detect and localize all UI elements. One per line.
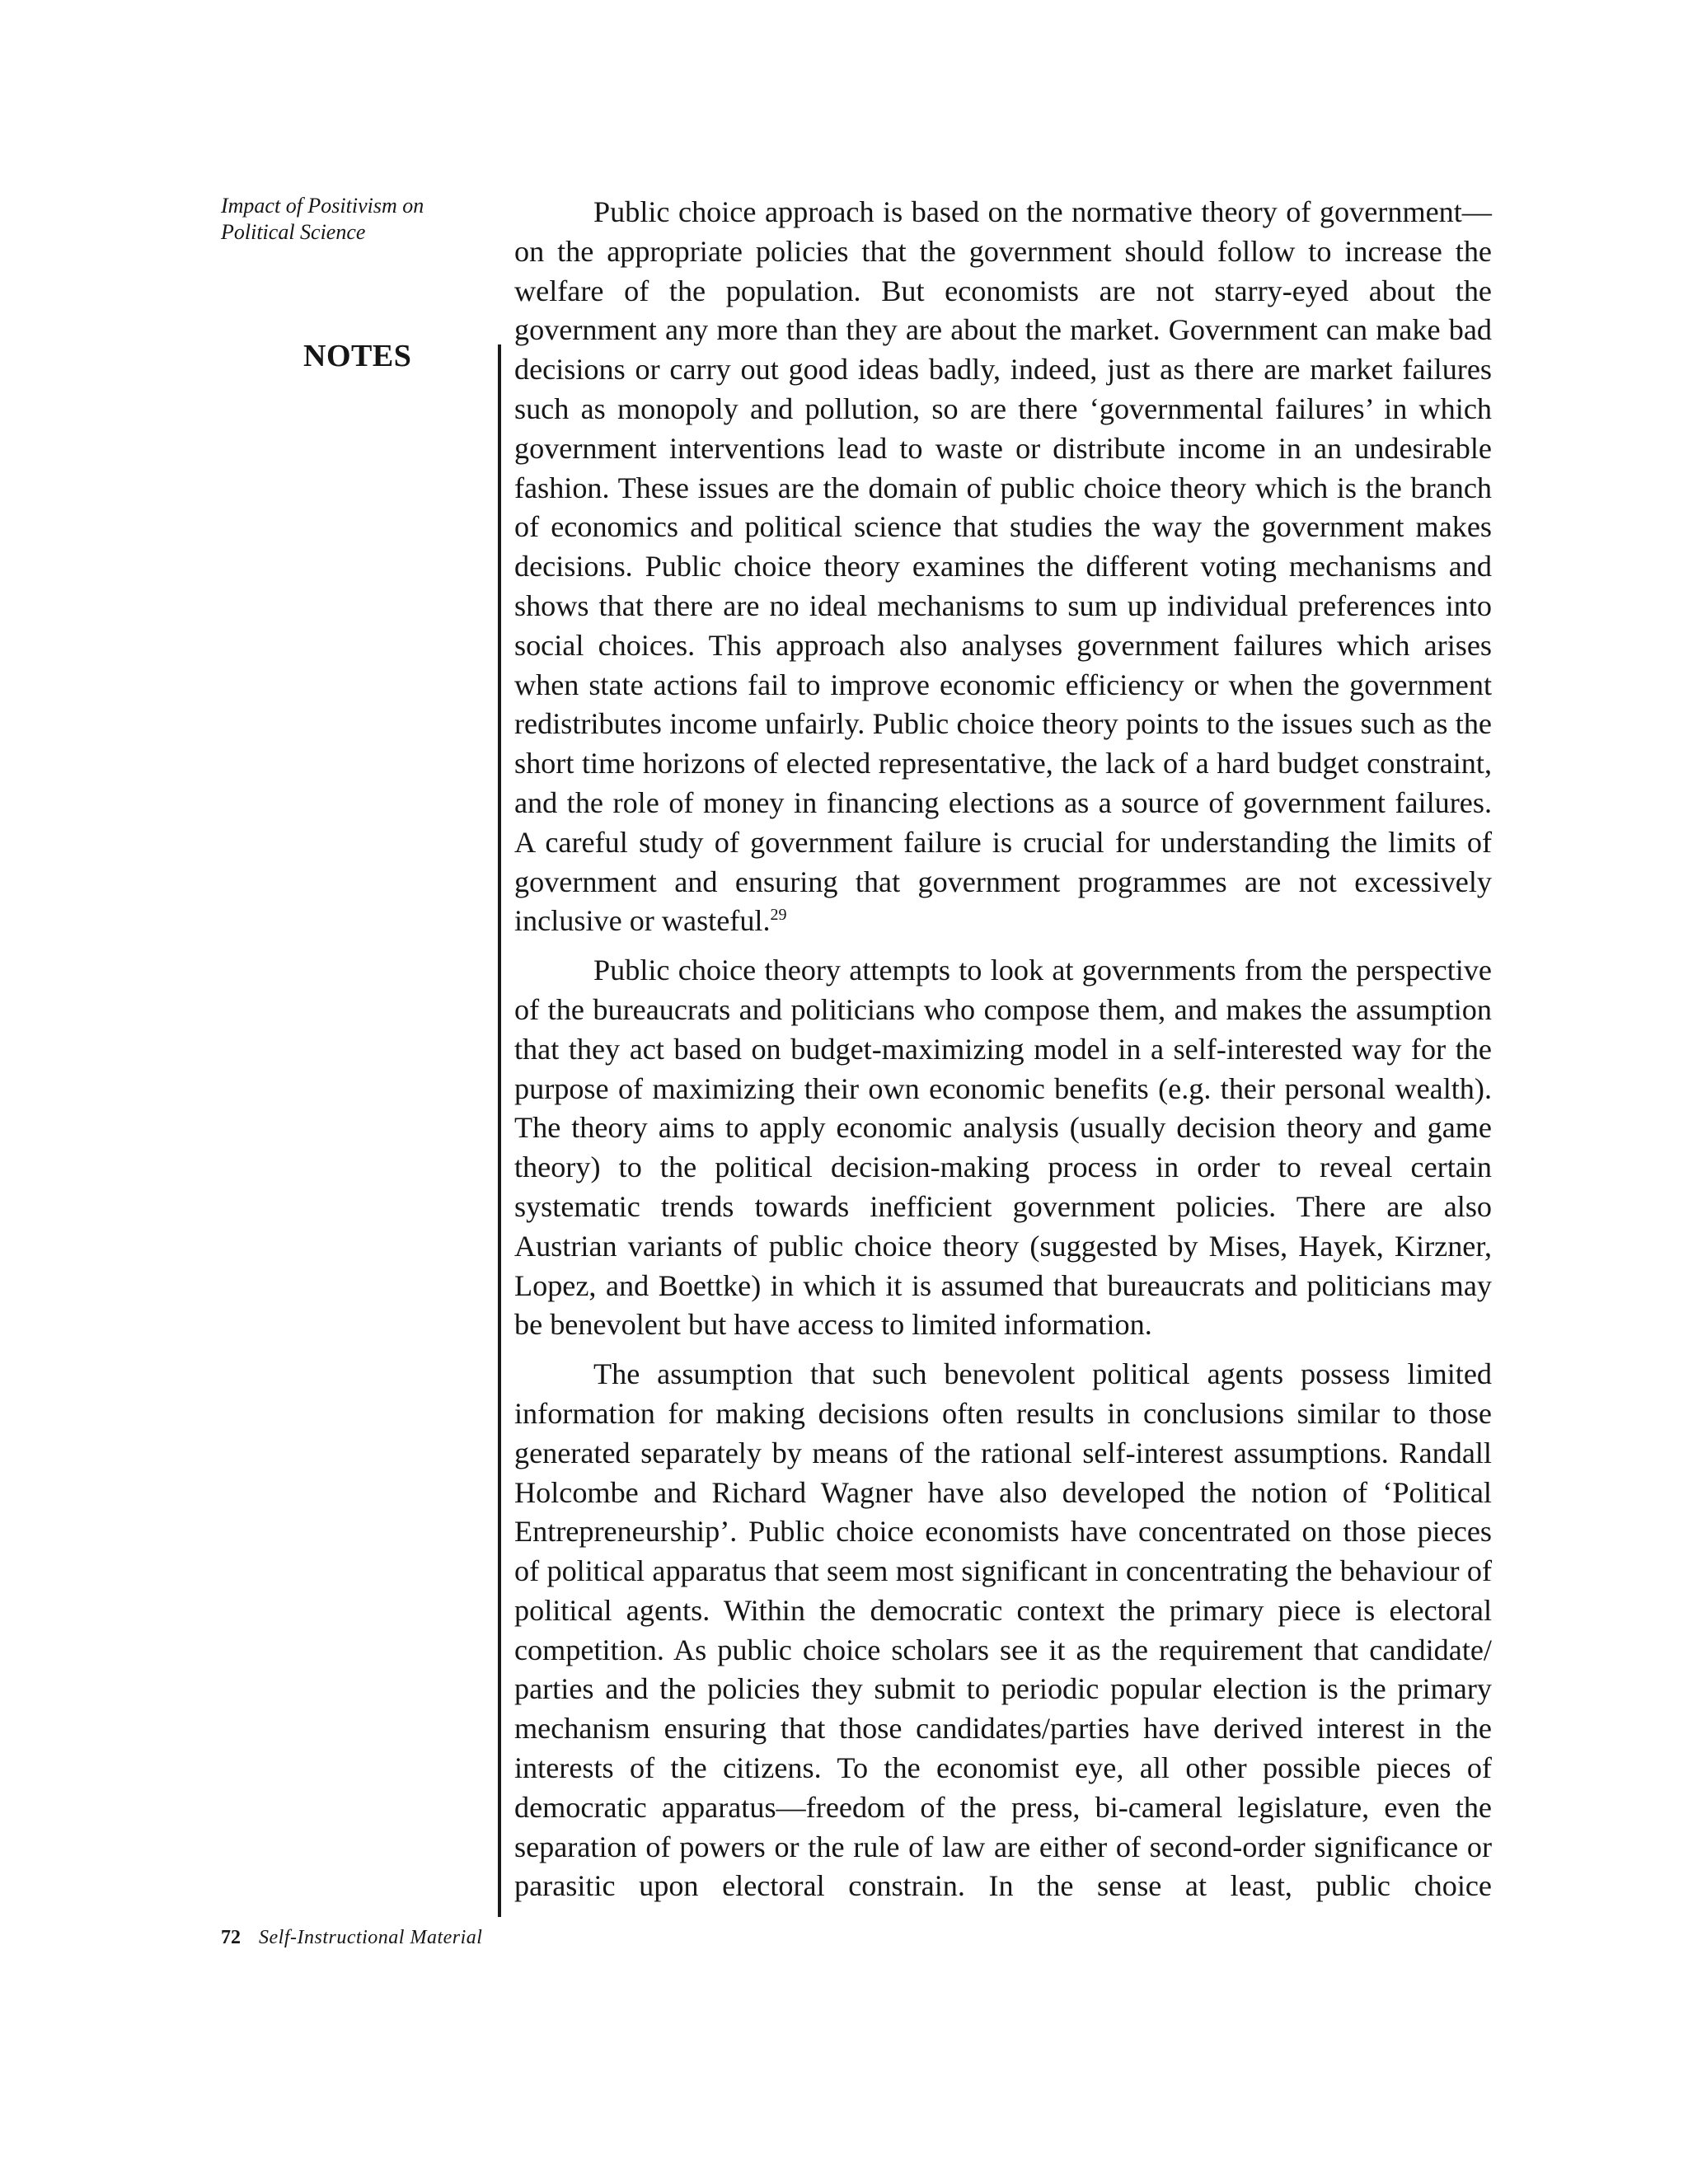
paragraph-2: Public choice theory attempts to look at governments from the perspective of the bureaucrats and politicians who compose them, and makes the assumption that they act based on budget-maximizing model in a self-interested way for the purpose of maximizing their own economic benefits (e.g. their personal wealth). The theory aims to apply economic analysis (usually decision theory and game theory) to the political decision-making process in order to reveal certain systematic trends towards inefficient government policies. There are also Austrian variants of public choice theory (suggested by Mises, Hayek, Kirzner, Lopez, and Boettke) in which it is assumed that bureaucrats and politicians may be benevolent but have access to limited information.	[514, 954, 1492, 1342]
paragraph-1-text: Public choice approach is based on the normative theory of government—on the appropriate policies that the government should follow to increase the welfare of the population. But economists are not starry-eyed about the government any more than they are about the market. Government can make bad decisions or carry out good ideas badly, indeed, just as there are market failures such as monopoly and pollution, so are there ‘governmental failures’ in which government interventions lead to waste or distribute income in an undesirable fashion. These issues are the domain of public choice theory which is the branch of economics and political science that studies the way the government makes decisions. Public choice theory examines the different voting mechanisms and shows that there are no ideal mechanisms to sum up individual preferences into social choices. This approach also analyses government failures which arises when state actions fail to improve economic efficiency or when the government redistributes income unfairly. Public choice theory points to the issues such as the short time horizons of elected representative, the lack of a hard budget constraint, and the role of money in financing elections as a source of government failures. A careful study of government failure is crucial for understanding the limits of government and ensuring that government programmes are not excessively inclusive or wasteful.	[514, 195, 1492, 938]
running-head-line-2: Political Science	[221, 220, 366, 244]
notes-label: NOTES	[303, 339, 412, 373]
footnote-marker: 29	[770, 906, 787, 925]
body-text	[514, 193, 1492, 1916]
running-head-line-1: Impact of Positivism on	[221, 194, 424, 218]
running-head	[221, 193, 468, 246]
paragraph-1	[514, 193, 1492, 941]
page-footer	[221, 1927, 482, 1949]
footer-label: Self-Instructional Material	[259, 1927, 483, 1948]
margin-divider-rule	[498, 344, 501, 1917]
paragraph-3: The assumption that such benevolent political agents possess limited information for making decisions often results in conclusions similar to those generated separately by means of the rational self-interest assumptions. Randall Holcombe and Richard Wagner have also developed the notion of ‘Political Entrepreneurship’. Public choice economists have concentrated on those pieces of political apparatus that seem most significant in concentrating the behaviour of political agents. Within the democratic context the primary piece is electoral competition. As public choice scholars see it as the requirement that candidate/ parties and the policies they submit to periodic popular election is the primary mechanism ensuring that those candidates/parties have derived interest in the interests of the citizens. To the economist eye, all other possible pieces of democratic apparatus—freedom of the press, bi-cameral legislature, even the separation of powers or the rule of law are either of second-order significance or parasitic upon electoral constrain. In the sense at least, public choice	[514, 1357, 1492, 1903]
page-number: 72	[221, 1927, 241, 1948]
